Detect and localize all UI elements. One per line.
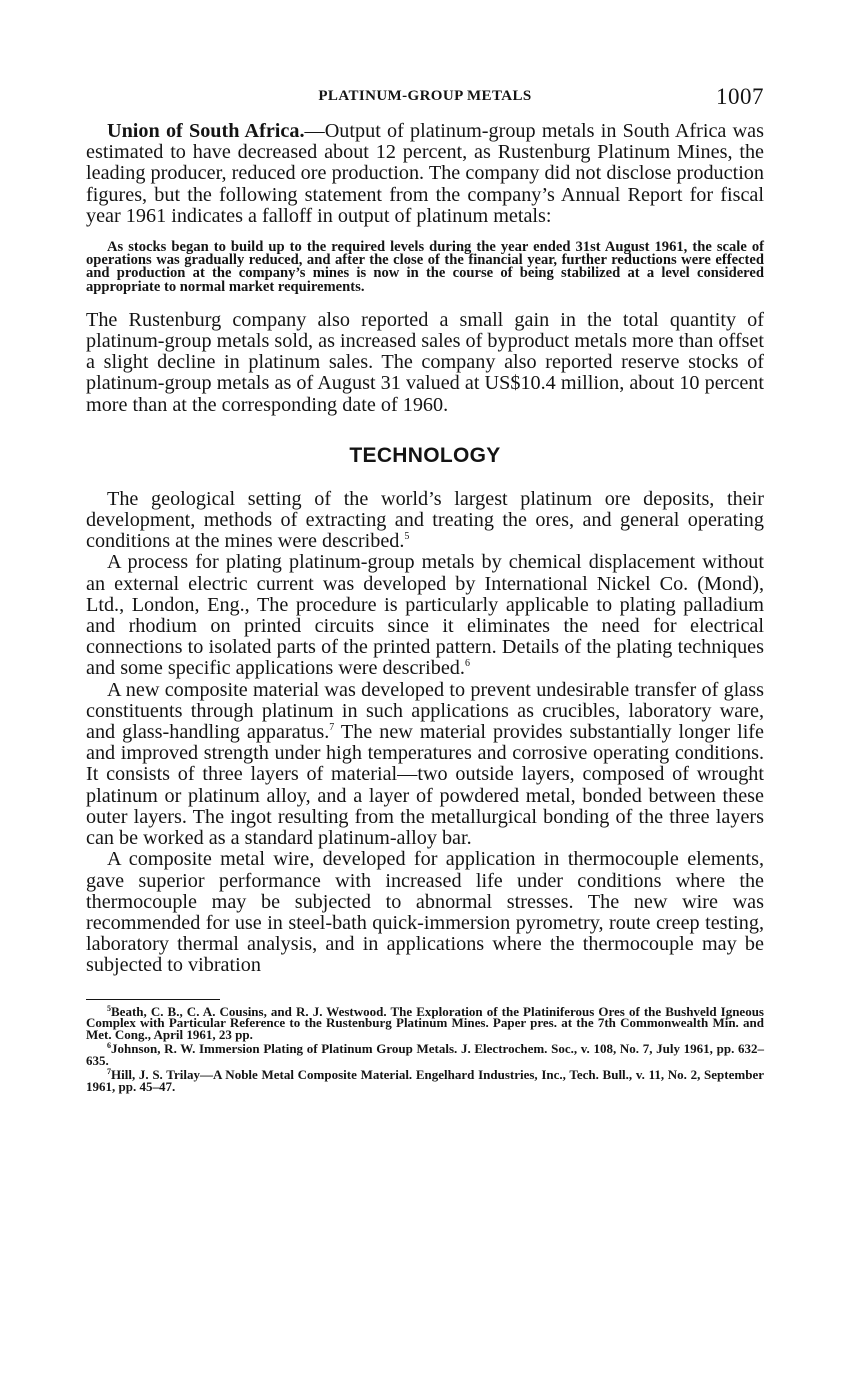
section-heading: TECHNOLOGY — [349, 443, 501, 467]
technology-paragraph-2: A process for plating platinum-group metals by chemical displacement without an external electric current was developed by International Nickel Co. (Mond), Ltd., London, Eng., The procedure is particularly applicable to plating palladium and rhodium on printed circuits since it eliminates the need for electrical connections to isolated parts of the printed pattern. Details of the plating techniques and some specific applications were described.$^6$ — [86, 551, 764, 680]
page-number: 1007 — [716, 84, 764, 109]
footnote-ref: 7 — [329, 722, 335, 734]
south-africa-paragraph — [86, 121, 764, 227]
page-header — [86, 84, 764, 114]
footnote-ref: 6 — [464, 658, 470, 670]
footnote: $^5$Beath, C. B., C. A. Cousins, and R. J. Westwood. The Exploration of the Platiniferous Ores of the Bushveld Igneous Complex with Particular Reference to the Rustenburg Platinum Mines. Paper pres. at the 7th Commonwealth Min. and Met. Cong., April 1961, 23 pp. — [86, 1003, 764, 1042]
footnote-divider — [86, 999, 220, 1000]
paragraph-text: —Output of platinum-group metals in South Africa was estimated to have decreased about 12 percent, as Rustenburg Platinum Mines, the leading producer, reduced ore production. The company did not disclose production figures, but the following statement from the company’s Annual Report for fiscal year 1961 indicates a falloff in output of platinum metals: — [86, 120, 764, 227]
technology-paragraph-1: The geological setting of the world’s largest platinum ore deposits, their development, methods of extracting and treating the ores, and general operating conditions at the mines were described.$^5$ — [86, 487, 764, 553]
block-quote: As stocks began to build up to the required levels during the year ended 31st August 1961, the scale of operations was gradually reduced, and after the close of the financial year, further reductions were effected and production at the company’s mines is now in the course of being stabilized at a level considered appropriate to normal market requirements. — [86, 239, 764, 295]
rustenburg-paragraph: The Rustenburg company also reported a small gain in the total quantity of platinum-group metals sold, as increased sales of byproduct metals more than offset a slight decline in platinum sales. The company also reported reserve stocks of platinum-group metals as of August 31 valued at US$10.4 million, about 10 percent more than at the corresponding date of 1960. — [86, 308, 764, 416]
footnote: $^7$Hill, J. S. Trilay—A Noble Metal Composite Material. Engelhard Industries, Inc., Tech. Bull., v. 11, No. 2, September 1961, pp. 45–47. — [86, 1067, 764, 1095]
running-title: PLATINUM-GROUP METALS — [318, 88, 532, 104]
technology-paragraph-3: A new composite material was developed to prevent undesirable transfer of glass constituents through platinum in such applications as crucibles, laboratory ware, and glass-handling apparatus.$^7$ The new material provides substantially longer life and improved strength under high temperatures and corrosive operating conditions. It consists of three layers of material—two outside layers, composed of wrought platinum or platinum alloy, and a layer of powdered metal, bonded between these outer layers. The ingot resulting from the metallurgical bonding of the three layers can be worked as a standard platinum-alloy bar. — [86, 678, 764, 850]
document-page — [86, 84, 764, 1096]
paragraph-lead: Union of South Africa. — [107, 120, 305, 142]
footnote-ref: 5 — [404, 531, 410, 543]
technology-paragraph-4: A composite metal wire, developed for application in thermocouple elements, gave superior performance with increased life under conditions where the thermocouple may be subjected to abnormal stresses. The new wire was recommended for use in steel-bath quick-immersion pyrometry, route creep testing, laboratory thermal analysis, and in applications where the thermocouple may be subjected to vibration — [86, 848, 764, 977]
footnote: $^6$Johnson, R. W. Immersion Plating of Platinum Group Metals. J. Electrochem. Soc., v. 108, No. 7, July 1961, pp. 632–635. — [86, 1041, 764, 1068]
